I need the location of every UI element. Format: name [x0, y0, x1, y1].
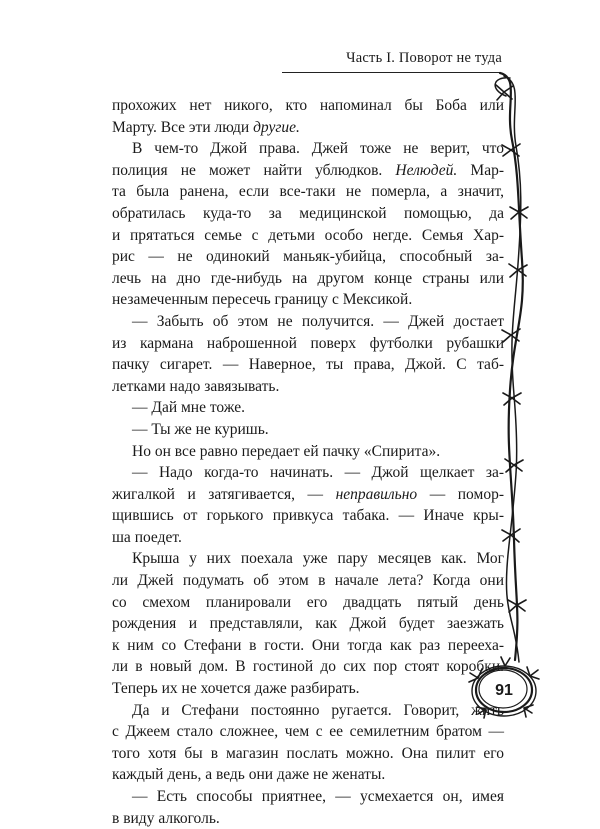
text-run: Да и Стефани постоянно ругается. Говорит, жить: [132, 701, 504, 719]
text-run: Марту. Все эти люди: [112, 118, 254, 136]
text-line: [112, 786, 504, 808]
italic-text: Нелюдей.: [395, 161, 458, 179]
text-run: Теперь их не хочется даже разбирать.: [112, 680, 360, 698]
page-number: 91: [495, 682, 513, 699]
text-run: — Дай мне тоже.: [132, 399, 246, 417]
text-run: Крыша у них поехала уже пару месяцев как. Мог: [132, 550, 504, 568]
text-run: лечь на дно где-нибудь на другом конце страны или: [112, 269, 504, 287]
text-run: — Есть способы приятнее, — усмехается он, имея: [132, 788, 504, 805]
text-run: со смехом планировали его двадцать пятый день: [112, 593, 504, 611]
text-run: та была ранена, если все-таки не померла, а значит,: [112, 183, 504, 201]
text-run: ли в новый дом. В гостиной до сих пор стоят коробки.: [112, 658, 504, 676]
text-line: [112, 808, 504, 829]
text-run: — Надо когда-то начинать. — Джой щелкает за-: [132, 464, 504, 482]
text-run: — Забыть об этом не получится. — Джей достает: [132, 312, 504, 330]
text-run: из кармана наброшенной поверх футболки рубашки: [112, 334, 504, 352]
text-run: каждый день, а ведь они даже не женаты.: [112, 766, 386, 784]
text-line: [112, 764, 504, 786]
text-run: в виду алкоголь.: [112, 809, 220, 827]
text-run: к ним со Стефани в гости. Они тогда как раз перееха-: [112, 636, 504, 654]
wire-barbs: [469, 85, 539, 718]
italic-text: неправильно: [335, 485, 418, 503]
text-run: незамеченным пересечь границу с Мексикой.: [112, 291, 413, 309]
text-run: того хотя бы в магазин послать можно. Она пилит его: [112, 744, 504, 762]
running-head: Часть I. Поворот не туда: [346, 50, 502, 66]
text-run: — Ты же не куришь.: [132, 420, 269, 438]
wire-strand-main: [495, 73, 523, 662]
italic-text: другие.: [253, 118, 300, 136]
text-run: щившись от горького привкуса табака. — Иначе кры-: [112, 507, 504, 525]
text-run: обратилась куда-то за медицинской помощью, да: [112, 204, 504, 222]
text-run: с Джеем стало сложнее, чем с ее семилетним братом —: [112, 723, 504, 741]
text-run: рис — не одинокий маньяк-убийца, способный за-: [112, 248, 504, 266]
text-run: жигалкой и затягивается, —: [112, 485, 336, 503]
text-run: полиция не может найти ублюдков.: [112, 161, 396, 179]
text-run: Мар-: [457, 161, 505, 179]
text-run: пачку сигарет. — Наверное, ты права, Джой. С таб-: [112, 356, 504, 374]
text-run: ли Джей подумать об этом в начале лета? Когда они: [112, 572, 504, 590]
text-run: летками надо завязывать.: [112, 377, 280, 395]
text-run: рождения и представляли, как Джой будет заезжать: [112, 615, 504, 633]
text-run: ша поедет.: [112, 528, 182, 546]
text-run: — помор-: [417, 485, 504, 503]
text-run: Но он все равно передает ей пачку «Спирита».: [132, 442, 441, 460]
text-run: В чем-то Джой права. Джей тоже не верит, что: [132, 140, 504, 158]
text-run: и прятаться семье с детьми особо негде. Семья Хар-: [112, 226, 504, 244]
text-run: прохожих нет никого, кто напоминал бы Боба или: [112, 97, 504, 114]
